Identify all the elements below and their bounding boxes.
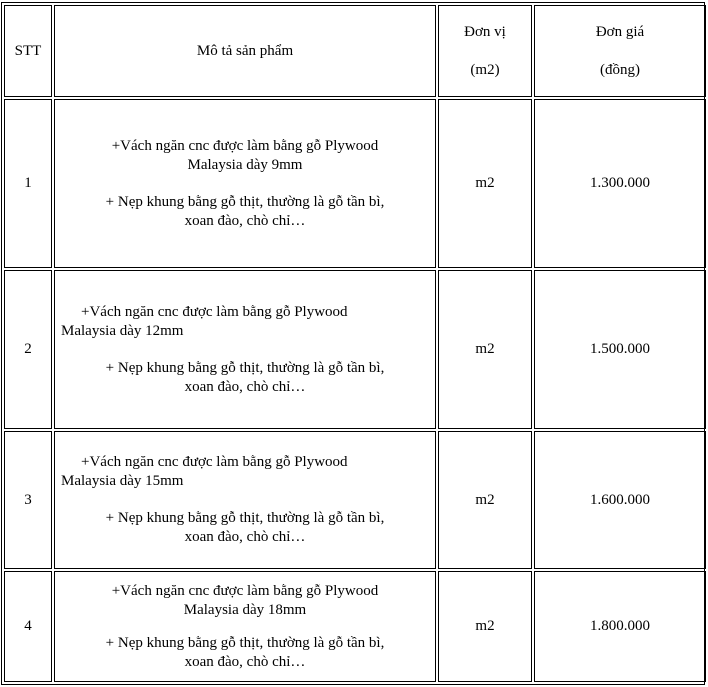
desc-line-4: xoan đào, chò chỉ… [184,529,306,546]
header-stt: STT [4,5,52,97]
desc-line-3: + Nẹp khung bằng gỗ thịt, thường là gỗ tần bì, [105,193,385,210]
header-price-line1: Đơn giá [595,24,645,41]
row-stt: 1 [4,99,52,268]
row-description [54,431,436,570]
header-description: Mô tả sản phẩm [54,5,436,97]
desc-line-1: +Vách ngăn cnc được làm bằng gỗ Plywood [81,454,348,471]
row-price: 1.300.000 [534,99,706,268]
header-unit [438,5,532,97]
row-unit: m2 [438,571,532,682]
header-unit-line1: Đơn vị [464,24,506,41]
desc-line-3: + Nẹp khung bằng gỗ thịt, thường là gỗ tần bì, [105,510,385,527]
desc-line-3: + Nẹp khung bằng gỗ thịt, thường là gỗ tần bì, [105,359,385,376]
row-unit: m2 [438,431,532,570]
header-price [534,5,706,97]
table-row [4,571,706,682]
header-unit-line2: (m2) [470,62,500,79]
row-stt: 2 [4,270,52,429]
desc-line-2: Malaysia dày 18mm [183,601,307,618]
desc-line-2: Malaysia dày 15mm [61,473,184,490]
row-price: 1.600.000 [534,431,706,570]
desc-line-4: xoan đào, chò chỉ… [184,212,306,229]
table-row [4,99,706,268]
row-price: 1.800.000 [534,571,706,682]
row-stt: 4 [4,571,52,682]
row-stt: 3 [4,431,52,570]
row-description [54,571,436,682]
desc-line-1: +Vách ngăn cnc được làm bằng gỗ Plywood [111,137,379,154]
desc-line-3: + Nẹp khung bằng gỗ thịt, thường là gỗ tần bì, [105,634,385,651]
price-table-frame [1,2,705,685]
table-row [4,270,706,429]
desc-line-4: xoan đào, chò chỉ… [184,653,306,670]
price-table [2,3,708,684]
desc-line-1: +Vách ngăn cnc được làm bằng gỗ Plywood [81,303,348,320]
desc-line-2: Malaysia dày 12mm [61,322,184,339]
table-header-row [4,5,706,97]
row-description [54,270,436,429]
table-row [4,431,706,570]
row-unit: m2 [438,99,532,268]
header-price-line2: (đồng) [600,62,640,79]
desc-line-4: xoan đào, chò chỉ… [184,378,306,395]
row-price: 1.500.000 [534,270,706,429]
desc-line-2: Malaysia dày 9mm [187,156,303,173]
row-unit: m2 [438,270,532,429]
row-description [54,99,436,268]
desc-line-1: +Vách ngăn cnc được làm bằng gỗ Plywood [111,582,379,599]
